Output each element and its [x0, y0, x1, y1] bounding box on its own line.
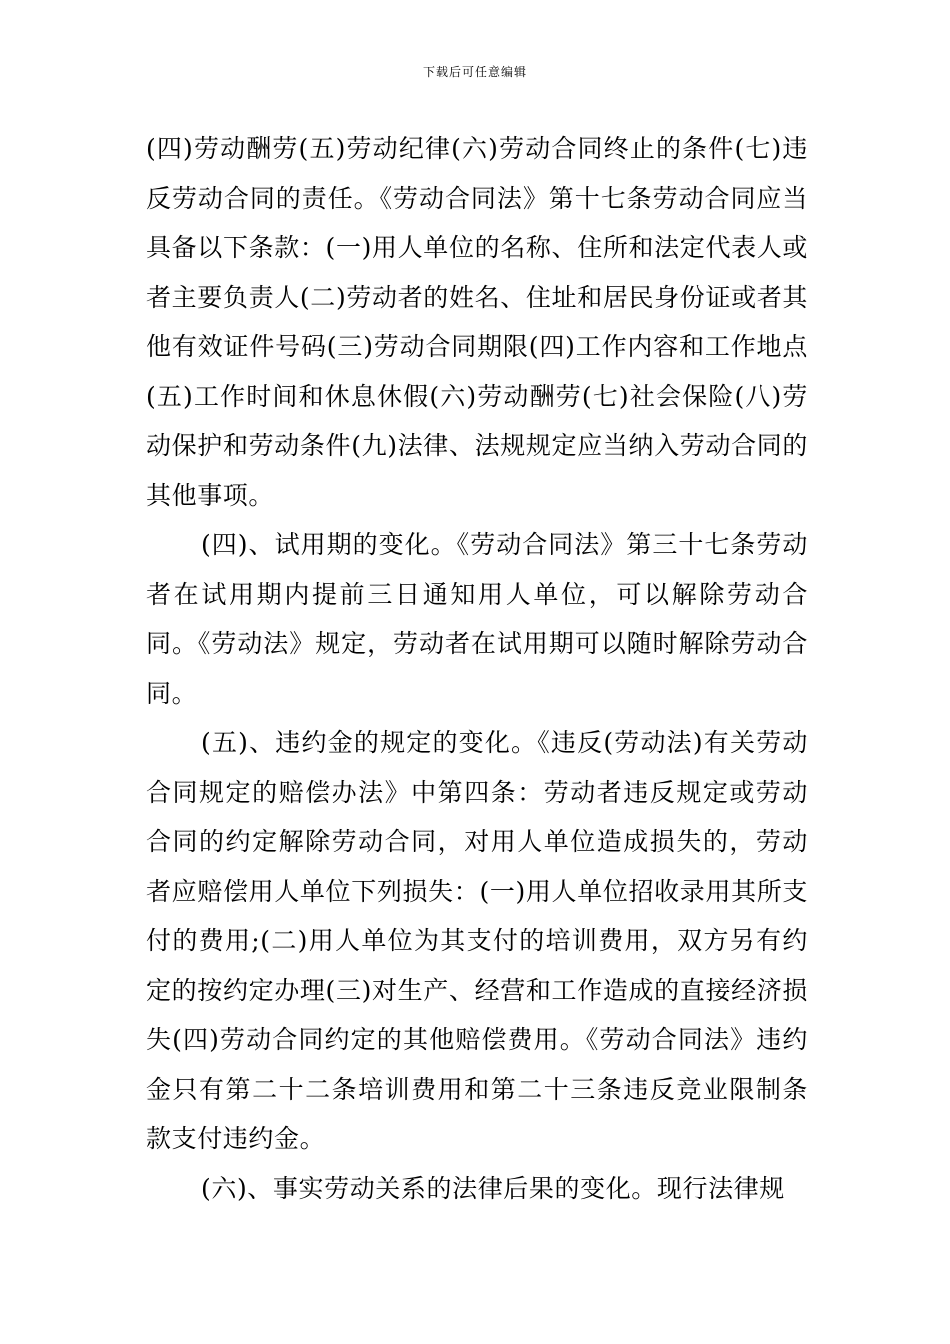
paragraph-de-facto-relation: (六)、事实劳动关系的法律后果的变化。现行法律规 [201, 1173, 785, 1203]
paragraph-penalty: (五)、违约金的规定的变化。《违反(劳动法)有关劳动合同规定的赔偿办法》中第四条：劳动者违反规定或劳动合同的约定解除劳动合同，对用人单位造成损失的，劳动者应赔偿用人单位下列损失：(一)用人单位招收录用其所支付的费用;(二)用人单位为其支付的培训费用，双方另有约定的按约定办理(三)对生产、经营和工作造成的直接经济损失(四)劳动合同约定的其他赔偿费用。《劳动合同法》违约金只有第二十二条培训费用和第二十三条违反竞业限制条款支付违约金。 [146, 728, 808, 1153]
page-header: 下载后可任意编辑 [422, 65, 527, 79]
paragraph-contract-terms: (四)劳动酬劳(五)劳动纪律(六)劳动合同终止的条件(七)违反劳动合同的责任。《劳动合同法》第十七条劳动合同应当具备以下条款：(一)用人单位的名称、住所和法定代表人或者主要负责人(二)劳动者的姓名、住址和居民身份证或者其他有效证件号码(三)劳动合同期限(四)工作内容和工作地点(五)工作时间和休息休假(六)劳动酬劳(七)社会保险(八)劳动保护和劳动条件(九)法律、法规规定应当纳入劳动合同的其他事项。 [146, 134, 808, 510]
document-body [146, 124, 808, 1213]
paragraph-probation: (四)、试用期的变化。《劳动合同法》第三十七条劳动者在试用期内提前三日通知用人单位，可以解除劳动合同。《劳动法》规定，劳动者在试用期可以随时解除劳动合同。 [146, 530, 808, 708]
